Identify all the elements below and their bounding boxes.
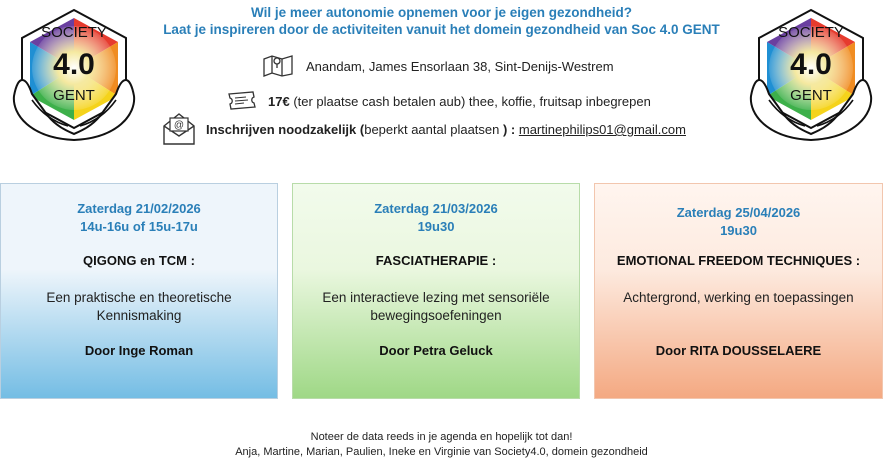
session-desc-line1: Een interactieve lezing met sensoriële [322,290,550,305]
email-link[interactable]: martinephilips01@gmail.com [518,122,686,137]
logo-line3: GENT [53,87,95,104]
register-row [162,110,686,149]
society-logo-left [8,4,140,144]
session-time: 14u-16u of 15u-17u [80,219,198,234]
session-topic: EMOTIONAL FREEDOM TECHNIQUES : [616,253,861,268]
logo-line1: SOCIETY [778,24,844,41]
session-time: 19u30 [720,223,757,238]
price-amount: 17€ [268,94,290,109]
hands-hexagon-icon [8,4,140,144]
session-topic: FASCIATHERAPIE : [375,253,497,268]
footer-line1: Noteer de data reeds in je agenda en hopelijk tot dan! [310,431,573,443]
svg-text:@: @ [173,120,185,131]
register-colon: ) : [499,122,519,137]
session-date: Zaterdag 21/03/2026 [374,201,498,216]
register-note: beperkt aantal plaatsen [364,122,500,137]
session-speaker: Door RITA DOUSSELAERE [655,343,822,358]
session-desc-line1: Achtergrond, werking en toepassingen [623,290,854,305]
email-icon [162,110,196,149]
session-date: Zaterdag 21/02/2026 [77,201,201,216]
footer [0,430,883,460]
session-speaker: Door Inge Roman [84,343,194,358]
session-date: Zaterdag 25/04/2026 [676,205,801,220]
price-details: (ter plaatse cash betalen aub) thee, koffie, fruitsap inbegrepen [289,94,651,109]
header-invite: Laat je inspireren door de activiteiten vanuit het domein gezondheid van Soc 4.0 GENT [163,22,720,37]
session-card-1 [0,183,278,399]
session-time: 19u30 [417,219,455,234]
header [150,4,733,38]
session-card-2 [292,183,580,399]
session-desc-line2: Kennismaking [96,308,182,323]
register-label: Inschrijven noodzakelijk ( [206,122,365,137]
session-topic: QIGONG en TCM : [83,253,195,268]
map-icon [262,53,294,80]
footer-line2: Anja, Martine, Marian, Paulien, Ineke en Virginie van Society4.0, domein gezondheid [235,446,648,458]
logo-line2: 4.0 [790,48,832,81]
society-logo-right [745,4,877,144]
session-speaker: Door Petra Geluck [379,343,493,358]
session-desc-line1: Een praktische en theoretische [46,290,232,305]
logo-line1: SOCIETY [41,24,107,41]
header-question: Wil je meer autonomie opnemen voor je eigen gezondheid? [251,5,632,20]
hands-hexagon-icon [745,4,877,144]
session-desc-line2: bewegingsoefeningen [370,308,502,323]
logo-line2: 4.0 [53,48,95,81]
location-text: Anandam, James Ensorlaan 38, Sint-Denijs-Westrem [306,59,614,74]
session-card-3 [594,183,883,399]
logo-line3: GENT [790,87,832,104]
location-row [262,53,614,80]
